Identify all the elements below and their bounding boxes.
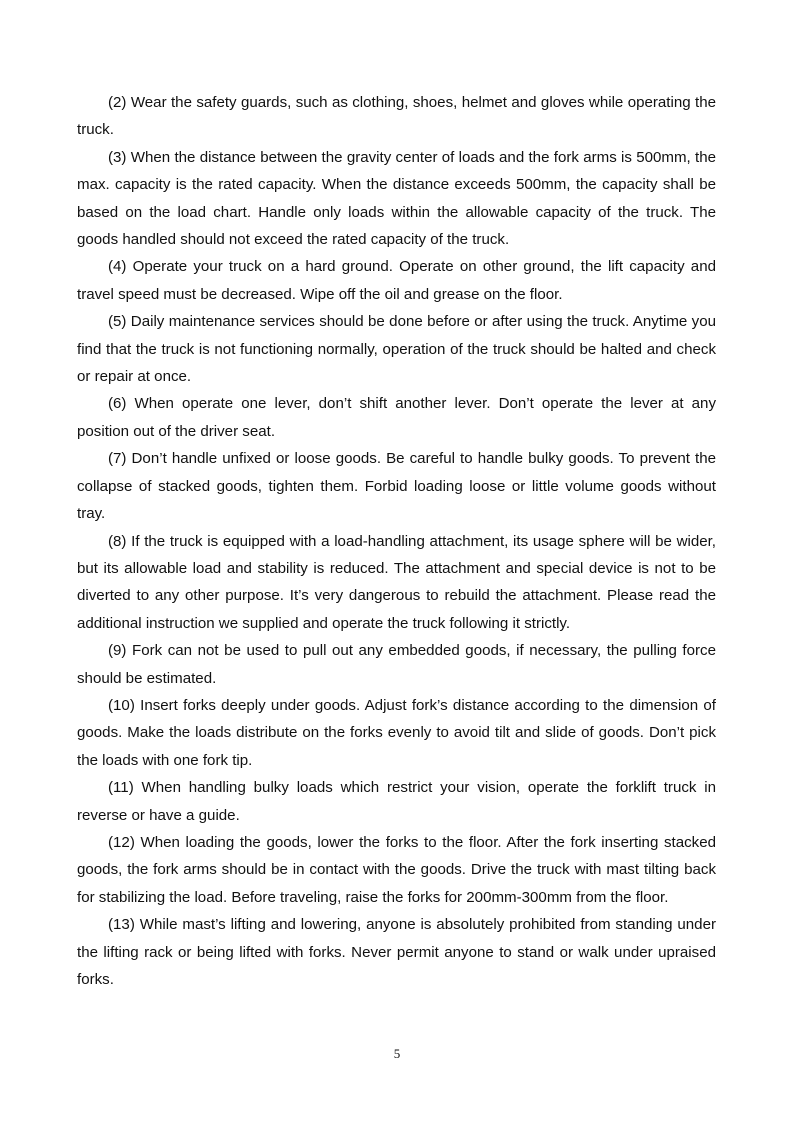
- paragraph-item-12: (12) When loading the goods, lower the forks to the floor. After the fork inserting stacked goods, the fork arms should be in contact with the goods. Drive the truck with mast tilting back for stabilizing the load. Before traveling, raise the forks for 200mm-300mm from the floor.: [77, 833, 716, 906]
- paragraph-item-6: (6) When operate one lever, don’t shift another lever. Don’t operate the lever at any position out of the driver seat.: [77, 395, 716, 440]
- paragraph-item-5: (5) Daily maintenance services should be done before or after using the truck. Anytime you find that the truck is not functioning normally, operation of the truck should be halted and check or repair at once.: [77, 313, 716, 386]
- paragraph-item-11: (11) When handling bulky loads which restrict your vision, operate the forklift truck in reverse or have a guide.: [77, 779, 716, 824]
- paragraph-item-7: (7) Don’t handle unfixed or loose goods. Be careful to handle bulky goods. To prevent the collapse of stacked goods, tighten them. Forbid loading loose or little volume goods without tray.: [77, 450, 716, 523]
- paragraph-item-10: (10) Insert forks deeply under goods. Adjust fork’s distance according to the dimension of goods. Make the loads distribute on the forks evenly to avoid tilt and slide of goods. Don’t pick the loads with one fork tip.: [77, 696, 716, 769]
- paragraph-item-8: (8) If the truck is equipped with a load-handling attachment, its usage sphere will be wider, but its allowable load and stability is reduced. The attachment and special device is not to be diverted to any other purpose. It’s very dangerous to rebuild the attachment. Please read the additional instruction we supplied and operate the truck following it strictly.: [77, 532, 716, 632]
- paragraph-item-2: (2) Wear the safety guards, such as clothing, shoes, helmet and gloves while operating the truck.: [77, 94, 716, 139]
- page-number: 5: [393, 1046, 401, 1061]
- paragraph-item-13: (13) While mast’s lifting and lowering, anyone is absolutely prohibited from standing under the lifting rack or being lifted with forks. Never permit anyone to stand or walk under upraised forks.: [77, 916, 716, 988]
- paragraph-item-4: (4) Operate your truck on a hard ground. Operate on other ground, the lift capacity and travel speed must be decreased. Wipe off the oil and grease on the floor.: [77, 258, 716, 303]
- safety-instructions-body: [77, 89, 716, 993]
- paragraph-item-3: (3) When the distance between the gravity center of loads and the fork arms is 500mm, the max. capacity is the rated capacity. When the distance exceeds 500mm, the capacity shall be based on the load chart. Handle only loads within the allowable capacity of the truck. The goods handled should not exceed the rated capacity of the truck.: [77, 148, 716, 249]
- paragraph-item-9: (9) Fork can not be used to pull out any embedded goods, if necessary, the pulling force should be estimated.: [77, 642, 716, 687]
